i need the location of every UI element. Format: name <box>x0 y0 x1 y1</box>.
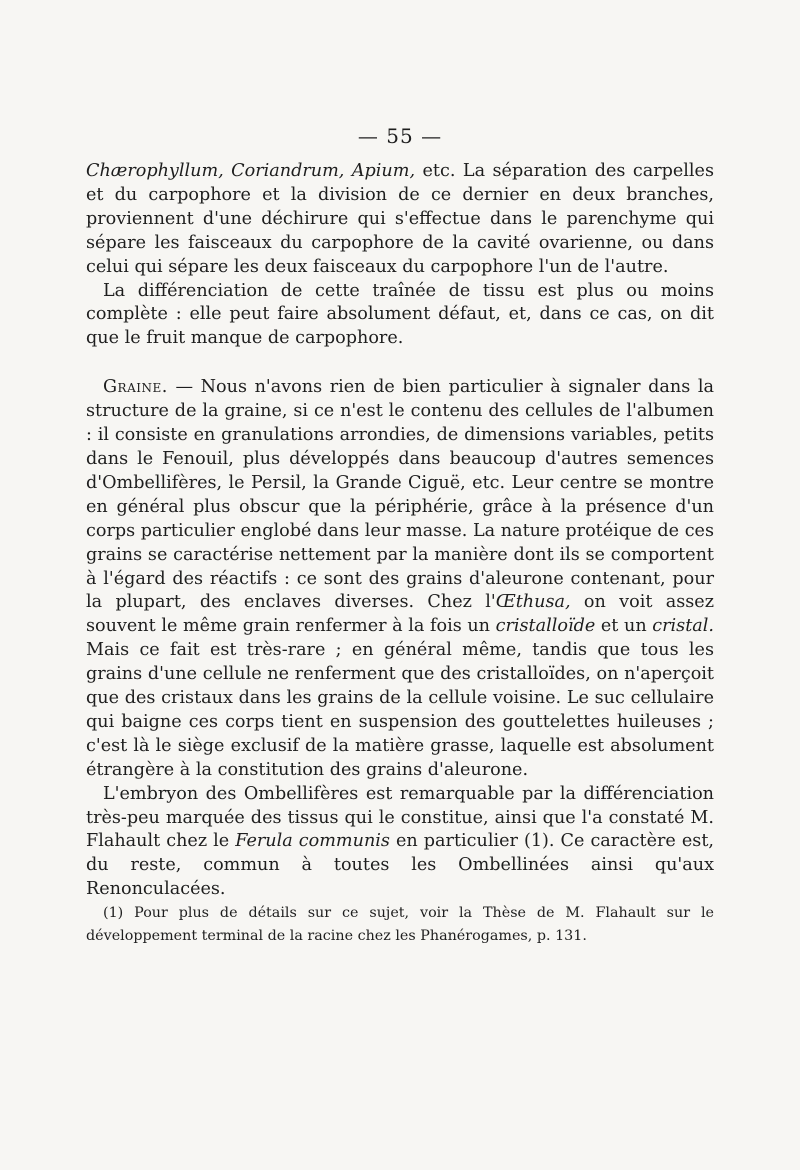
paragraph-3 <box>86 376 714 782</box>
paragraph-3-text-c: et un <box>595 616 653 637</box>
paragraph-4-text-a: L'embryon des Ombellifères est remarquable par la différenciation très-peu marquée des tissus qui le constitue, ainsi que l'a constaté M. Flahault chez le <box>86 783 714 852</box>
italic-cristal: cristal. <box>652 616 714 637</box>
paragraph-1 <box>86 160 714 280</box>
paragraph-3-text-b: on voit assez souvent le même grain renfermer à la fois un <box>86 592 714 637</box>
italic-cristalloide: cristalloïde <box>495 616 596 637</box>
footnote-text: (1) Pour plus de détails sur ce sujet, voir la Thèse de M. Flahault sur le développement terminal de la racine chez les Phanérogames, p. 131. <box>86 905 714 944</box>
italic-oethusa: Œthusa, <box>495 592 571 613</box>
genus-names: Chærophyllum, Coriandrum, Apium, <box>86 161 416 181</box>
page-number: — 55 — <box>357 124 443 148</box>
paragraph-3-text-a: — Nous n'avons rien de bien particulier à signaler dans la structure de la graine, si ce n'est le contenu des cellules de l'albumen : il consiste en granulations arrondies, de dimensions variables, petits dans le Fenouil, plus développés dans beaucoup d'autres semences d'Ombellifères, le Persil, la Grande Ciguë, etc. Leur centre se montre en général plus obscur que la périphérie, grâce à la présence d'un corps particulier englobé dans leur masse. La nature protéique de ces grains se caractérise nettement par la manière dont ils se comportent à l'égard des réactifs : ce sont des grains d'aleurone contenant, pour la plupart, des enclaves diverses. Chez l' <box>86 377 714 613</box>
paragraph-1-text: etc. La séparation des carpelles et du carpophore et la division de ce dernier en deux branches, proviennent d'une déchirure qui s'effectue dans le parenchyme qui sépare les faisceaux du carpophore de la cavité ovarienne, ou dans celui qui sépare les deux faisceaux du carpophore l'un de l'autre. <box>86 161 714 277</box>
footnote <box>86 902 714 948</box>
paragraph-3-text-d: Mais ce fait est très-rare ; en général même, tandis que tous les grains d'une cellule ne renferment que des cristalloïdes, on n'aperçoit que des cristaux dans les grains de la cellule voisine. Le suc cellulaire qui baigne ces corps tient en suspension des gouttelettes huileuses ; c'est là le siège exclusif de la matière grasse, laquelle est absolument étrangère à la constitution des grains d'aleurone. <box>86 640 714 780</box>
paragraph-4 <box>86 783 714 903</box>
body-text <box>86 160 714 902</box>
paragraph-2: La différenciation de cette traînée de tissu est plus ou moins complète : elle peut faire absolument défaut, et, dans ce cas, on dit que le fruit manque de carpophore. <box>86 280 714 349</box>
paragraph-4-text-b: en particulier (1). Ce caractère est, du reste, commun à toutes les Ombellinées ainsi qu'aux Renonculacées. <box>86 831 714 900</box>
italic-ferula-communis: Ferula communis <box>235 831 390 852</box>
section-heading-graine: Graine. <box>103 377 168 398</box>
